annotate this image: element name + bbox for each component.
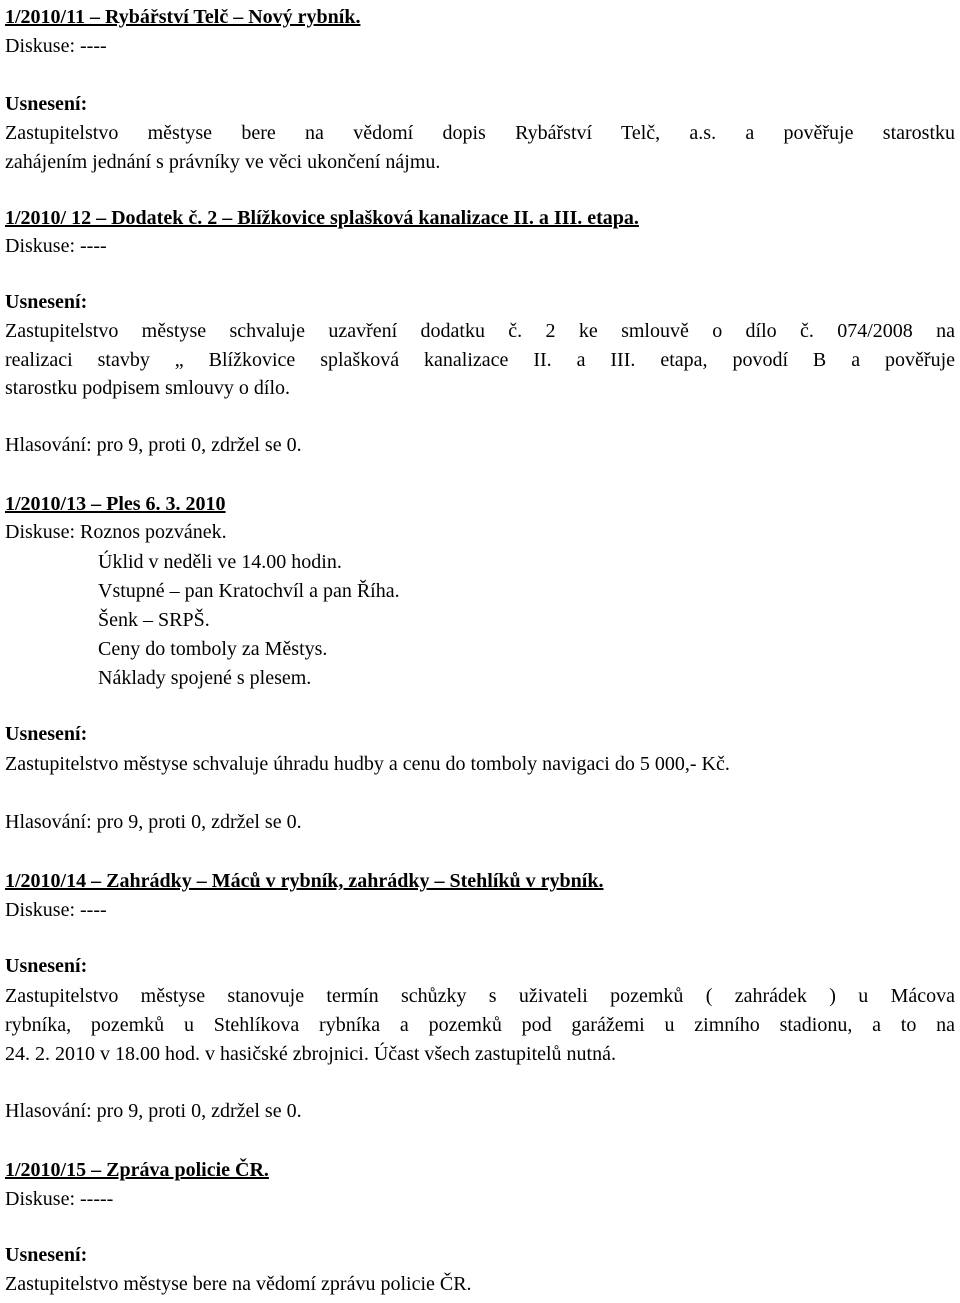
discussion-point: Ceny do tomboly za Městys. xyxy=(98,638,328,660)
resolution-text: rybníka, pozemků u Stehlíkova rybníka a pozemků pod garážemi u zimního stadionu, a to na xyxy=(5,1014,955,1036)
item-heading: 1/2010/14 – Zahrádky – Máců v rybník, zahrádky – Stehlíků v rybník. xyxy=(5,870,604,892)
resolution-text: Zastupitelstvo městyse stanovuje termín schůzky s uživateli pozemků ( zahrádek ) u Mácova xyxy=(5,985,955,1007)
voting-text: Hlasování: pro 9, proti 0, zdržel se 0. xyxy=(5,1100,302,1122)
item-heading: 1/2010/15 – Zpráva policie ČR. xyxy=(5,1159,269,1181)
resolution-text: zahájením jednání s právníky ve věci ukončení nájmu. xyxy=(5,151,441,173)
voting-text: Hlasování: pro 9, proti 0, zdržel se 0. xyxy=(5,811,302,833)
resolution-label: Usnesení: xyxy=(5,1244,88,1266)
resolution-text: Zastupitelstvo městyse bere na vědomí dopis Rybářství Telč, a.s. a pověřuje starostku xyxy=(5,122,955,144)
item-heading: 1/2010/13 – Ples 6. 3. 2010 xyxy=(5,493,226,515)
discussion-text: Diskuse: ---- xyxy=(5,235,107,257)
resolution-text: 24. 2. 2010 v 18.00 hod. v hasičské zbrojnici. Účast všech zastupitelů nutná. xyxy=(5,1043,616,1065)
resolution-text: Zastupitelstvo městyse bere na vědomí zprávu policie ČR. xyxy=(5,1273,472,1295)
resolution-text: realizaci stavby „ Blížkovice splašková kanalizace II. a III. etapa, povodí B a pověřuje xyxy=(5,349,955,371)
item-heading: 1/2010/11 – Rybářství Telč – Nový rybník. xyxy=(5,6,361,28)
discussion-text: Diskuse: ---- xyxy=(5,899,107,921)
discussion-text: Diskuse: ---- xyxy=(5,35,107,57)
voting-text: Hlasování: pro 9, proti 0, zdržel se 0. xyxy=(5,434,302,456)
item-heading: 1/2010/ 12 – Dodatek č. 2 – Blížkovice splašková kanalizace II. a III. etapa. xyxy=(5,207,639,229)
discussion-point: Vstupné – pan Kratochvíl a pan Říha. xyxy=(98,580,400,602)
discussion-point: Šenk – SRPŠ. xyxy=(98,609,210,631)
resolution-text: Zastupitelstvo městyse schvaluje uzavření dodatku č. 2 ke smlouvě o dílo č. 074/2008 na xyxy=(5,320,955,342)
resolution-label: Usnesení: xyxy=(5,93,88,115)
resolution-label: Usnesení: xyxy=(5,723,88,745)
resolution-text: Zastupitelstvo městyse schvaluje úhradu hudby a cenu do tomboly navigaci do 5 000,- Kč. xyxy=(5,753,730,775)
discussion-text: Diskuse: Roznos pozvánek. xyxy=(5,521,227,543)
resolution-label: Usnesení: xyxy=(5,291,88,313)
discussion-point: Úklid v neděli ve 14.00 hodin. xyxy=(98,551,342,573)
resolution-label: Usnesení: xyxy=(5,955,88,977)
resolution-text: starostku podpisem smlouvy o dílo. xyxy=(5,377,290,399)
discussion-point: Náklady spojené s plesem. xyxy=(98,667,312,689)
discussion-text: Diskuse: ----- xyxy=(5,1188,114,1210)
